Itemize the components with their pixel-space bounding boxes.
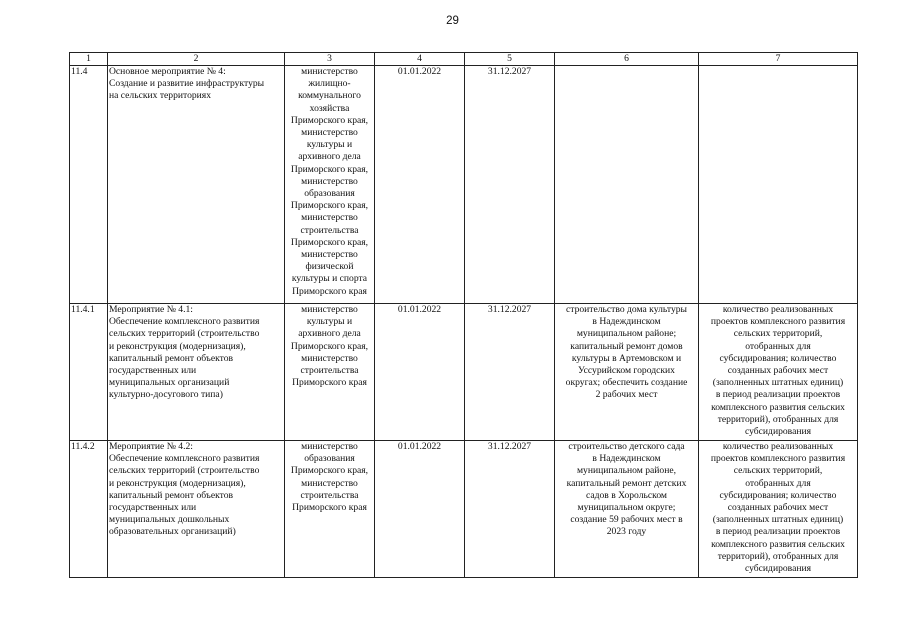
executor-cell-line: образования [304,453,355,465]
indicator-cell-line: комплексного развития сельских [711,538,845,550]
column-header: 1 [70,53,108,66]
executor-cell [285,66,375,304]
activity-name-cell-line: Обеспечение комплексного развития [109,316,260,328]
indicator-cell-line: (заполненных штатных единиц) [712,514,844,526]
executor-cell-line: строительства [300,365,359,377]
executor-cell [285,304,375,441]
executor-cell-line: жилищно- [308,78,351,90]
executor-cell-line: Приморского края [292,285,367,297]
executor-cell-line: министерство [301,304,358,315]
executor-cell-line: Приморского края [292,377,367,389]
start-date-cell: 01.01.2022 [375,66,465,304]
end-date-cell: 31.12.2027 [465,66,555,304]
executor-cell-line: архивного дела [298,328,361,340]
program-table [69,52,858,578]
executor-cell-line: Приморского края, [290,465,369,477]
result-cell-line: садов в Хорольском [585,489,668,501]
column-header: 2 [108,53,285,66]
activity-name-cell [108,441,285,578]
column-header: 3 [285,53,375,66]
row-code-cell: 11.4.1 [70,304,108,441]
indicator-cell-line: созданных рабочих мест [727,365,829,377]
executor-cell-line: культуры и [306,139,353,151]
activity-name-cell-line: образовательных организаций) [109,526,236,538]
table-header-row [70,53,858,66]
indicator-cell-line: отобранных для [745,477,811,489]
indicator-cell-line: территорий), отобранных для [717,413,839,425]
indicator-cell-line: отобранных для [745,340,811,352]
end-date-cell: 31.12.2027 [465,441,555,578]
result-cell-line: капитальный ремонт домов [570,340,683,352]
activity-name-cell-line: государственных или [109,365,197,377]
result-cell-line: муниципальном районе; [576,328,677,340]
indicator-cell-line: сельских территорий, [733,465,823,477]
executor-cell-line: Приморского края, [290,340,369,352]
start-date-cell: 01.01.2022 [375,441,465,578]
indicator-cell-line: созданных рабочих мест [727,502,829,514]
activity-name-cell-line: капитальный ремонт объектов [109,489,234,501]
table-row [70,441,858,578]
table-row [70,304,858,441]
executor-cell-line: Приморского края, [290,200,369,212]
result-cell-line: культуры в Артемовском и [571,352,682,364]
page-number: 29 [446,15,459,27]
executor-cell-line: культуры и [306,316,353,328]
indicator-cell-line: в период реализации проектов [715,526,841,538]
executor-cell-line: министерство [301,127,358,139]
indicator-cell-line: субсидирования; количество [719,352,837,364]
activity-name-cell-line: сельских территорий (строительство [109,328,260,340]
result-cell-line: муниципальном округе; [577,502,676,514]
activity-name-cell-line: Мероприятие № 4.2: [109,441,193,452]
indicator-cell-line: в период реализации проектов [715,389,841,401]
end-date-cell: 31.12.2027 [465,304,555,441]
result-cell-line: 2 рабочих мест [595,389,658,401]
activity-name-cell-line: муниципальных дошкольных [109,514,230,526]
executor-cell-line: Приморского края, [290,114,369,126]
indicator-cell-line: (заполненных штатных единиц) [712,377,844,389]
result-cell-line: создание 59 рабочих мест в [570,514,683,526]
result-cell-line: Уссурийском городских [578,365,675,377]
indicator-cell-line: проектов комплексного развития [710,316,846,328]
executor-cell [285,441,375,578]
indicator-cell-line: субсидирования; количество [719,489,837,501]
activity-name-cell-line: сельских территорий (строительство [109,465,260,477]
indicator-cell [699,66,858,304]
executor-cell-line: министерство [301,249,358,261]
indicator-cell-line: сельских территорий, [733,328,823,340]
column-header: 5 [465,53,555,66]
executor-cell-line: министерство [301,212,358,224]
indicator-cell-line: проектов комплексного развития [710,453,846,465]
result-cell-line: капитальный ремонт детских [566,477,687,489]
activity-name-cell-line: государственных или [109,502,197,514]
activity-name-cell-line: культурно-досугового типа) [109,389,223,401]
indicator-cell-line: количество реализованных [722,441,834,452]
executor-cell-line: Приморского края [292,502,367,514]
indicator-cell-line: субсидирования [744,426,812,438]
activity-name-cell-line: Основное мероприятие № 4: [109,66,226,77]
executor-cell-line: образования [304,188,355,200]
row-code-cell: 11.4.2 [70,441,108,578]
executor-cell-line: культуры и спорта [291,273,368,285]
result-cell-line: в Надеждинском [592,316,661,328]
result-cell [555,441,699,578]
executor-cell-line: министерство [301,477,358,489]
result-cell [555,66,699,304]
indicator-cell [699,304,858,441]
result-cell-line: строительство дома культуры [566,304,687,315]
activity-name-cell-line: и реконструкция (модернизация), [109,477,246,489]
result-cell-line: муниципальном районе, [576,465,677,477]
executor-cell-line: коммунального [298,90,361,102]
activity-name-cell-line: Мероприятие № 4.1: [109,304,193,315]
executor-cell-line: архивного дела [298,151,361,163]
indicator-cell-line: количество реализованных [722,304,834,315]
executor-cell-line: министерство [301,352,358,364]
executor-cell-line: физической [305,261,354,273]
result-cell-line: строительство детского сада [568,441,685,452]
indicator-cell-line: субсидирования [744,563,812,575]
column-header: 6 [555,53,699,66]
activity-name-cell-line: Создание и развитие инфраструктуры [109,78,265,90]
activity-name-cell [108,66,285,304]
indicator-cell-line: комплексного развития сельских [711,401,845,413]
activity-name-cell-line: на сельских территориях [109,90,212,102]
table-row [70,66,858,304]
result-cell [555,304,699,441]
executor-cell-line: министерство [301,175,358,187]
column-header: 7 [699,53,858,66]
activity-name-cell-line: капитальный ремонт объектов [109,352,234,364]
start-date-cell: 01.01.2022 [375,304,465,441]
executor-cell-line: хозяйства [309,102,350,114]
indicator-cell [699,441,858,578]
indicator-cell-line: территорий), отобранных для [717,550,839,562]
executor-cell-line: строительства [300,224,359,236]
result-cell-line: округах; обеспечить создание [565,377,688,389]
result-cell-line: 2023 году [606,526,647,538]
executor-cell-line: министерство [301,441,358,452]
activity-name-cell-line: и реконструкция (модернизация), [109,340,246,352]
activity-name-cell-line: Обеспечение комплексного развития [109,453,260,465]
result-cell-line: в Надеждинском [592,453,661,465]
activity-name-cell [108,304,285,441]
executor-cell-line: строительства [300,489,359,501]
column-header: 4 [375,53,465,66]
activity-name-cell-line: муниципальных организаций [109,377,230,389]
executor-cell-line: Приморского края, [290,163,369,175]
executor-cell-line: Приморского края, [290,236,369,248]
executor-cell-line: министерство [301,66,358,77]
row-code-cell: 11.4 [70,66,108,304]
